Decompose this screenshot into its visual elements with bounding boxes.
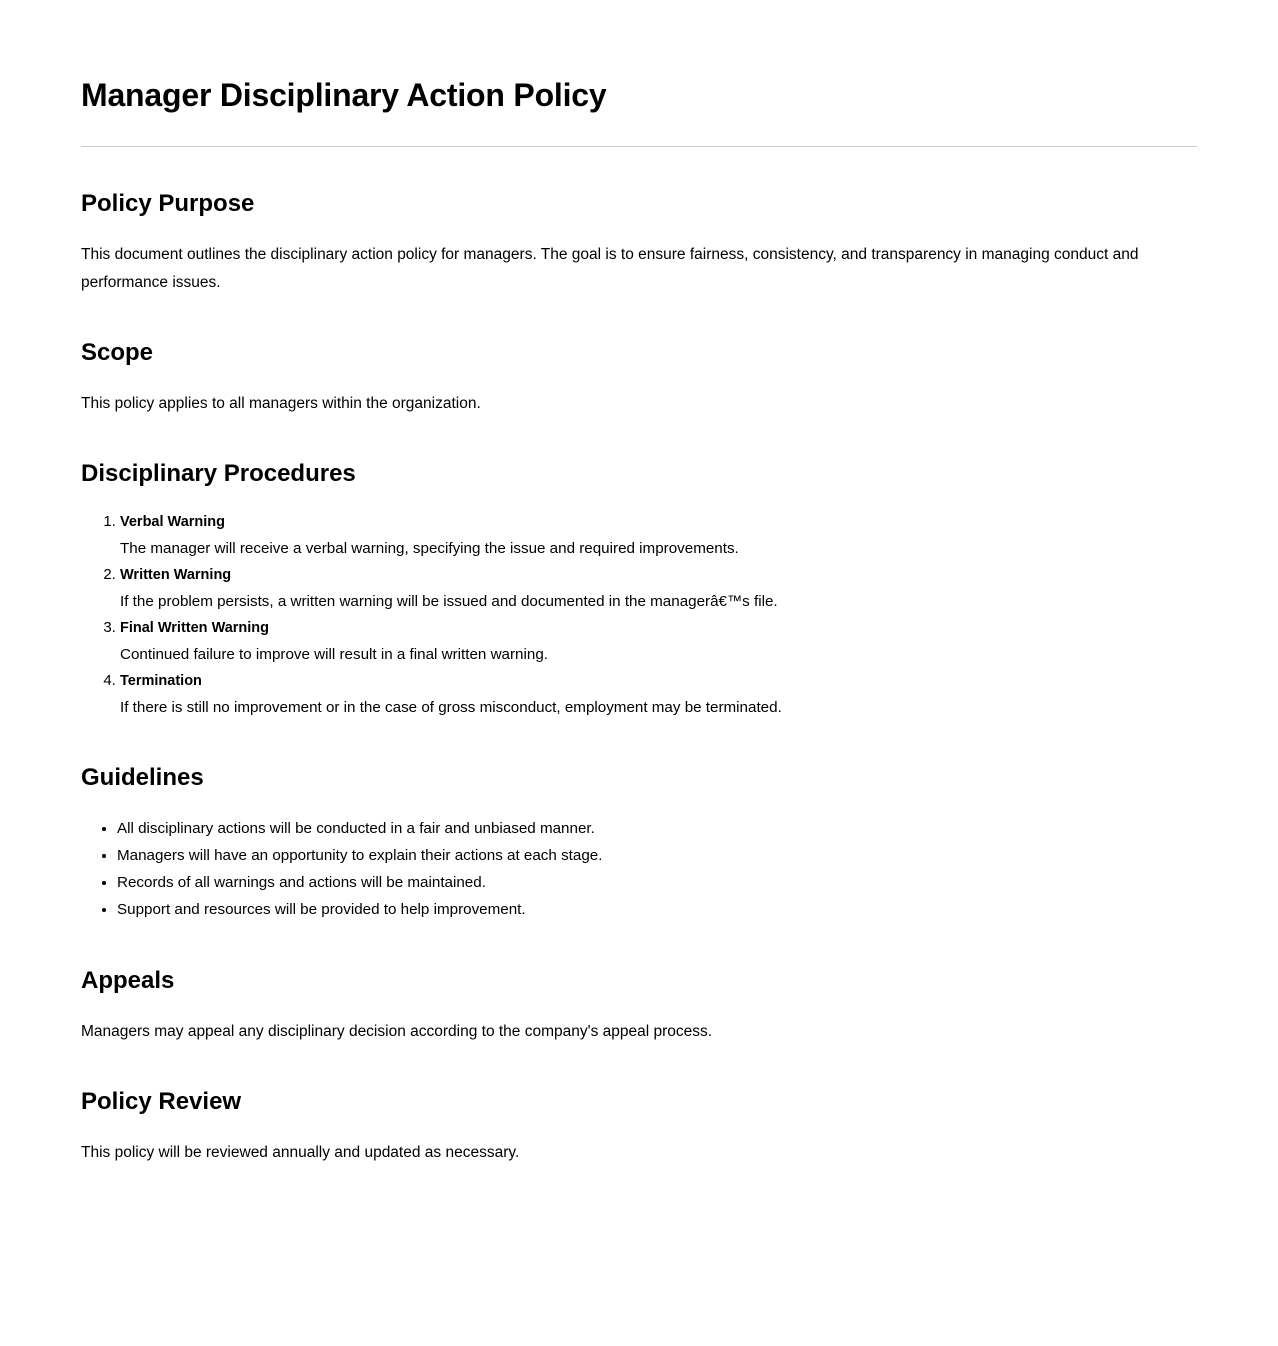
section-scope (81, 338, 1197, 417)
title-divider (81, 146, 1197, 147)
section-paragraph-policy-purpose: This document outlines the disciplinary action policy for managers. The goal is to ensure fairness, consistency, and transparency in managing conduct and performance issues. (81, 246, 1139, 291)
procedure-step-description: If there is still no improvement or in the case of gross misconduct, employment may be terminated. (120, 699, 782, 717)
list-item (120, 509, 1197, 562)
guidelines-list (81, 815, 1197, 923)
section-disciplinary-procedures (81, 459, 1197, 722)
procedure-step-title: 1. Verbal Warning (120, 513, 226, 530)
section-paragraph-appeals: Managers may appeal any disciplinary decision according to the company's appeal process. (81, 1022, 713, 1040)
section-guidelines (81, 763, 1197, 923)
list-item: • Support and resources will be provided to help improvement. (117, 896, 1197, 923)
section-heading-appeals: Appeals (81, 966, 175, 994)
section-heading-guidelines: Guidelines (81, 764, 204, 792)
bottom-spacer (81, 1166, 1197, 1346)
section-heading-policy-purpose: Policy Purpose (81, 190, 255, 218)
section-heading-scope: Scope (81, 338, 154, 366)
procedure-step-title: 2. Written Warning (120, 566, 232, 583)
list-item (120, 562, 1197, 615)
section-heading-disciplinary-procedures: Disciplinary Procedures (81, 459, 356, 487)
procedure-step-description: Continued failure to improve will result in a final written warning. (120, 646, 548, 664)
list-item (120, 615, 1197, 668)
section-paragraph-scope: This policy applies to all managers within the organization. (81, 394, 481, 412)
section-policy-purpose (81, 189, 1197, 295)
procedure-step-description: The manager will receive a verbal warning, specifying the issue and required improvements. (120, 539, 739, 557)
procedure-step-description: If the problem persists, a written warning will be issued and documented in the managerâ€™s file. (120, 593, 778, 610)
procedure-step-title: 4. Termination (120, 673, 202, 690)
page-title: Manager Disciplinary Action Policy (81, 77, 607, 113)
list-item: • All disciplinary actions will be conducted in a fair and unbiased manner. (117, 815, 1197, 842)
list-item: • Managers will have an opportunity to explain their actions at each stage. (117, 842, 1197, 869)
section-heading-policy-review: Policy Review (81, 1087, 242, 1115)
list-item: • Records of all warnings and actions will be maintained. (117, 869, 1197, 896)
section-paragraph-policy-review: This policy will be reviewed annually and updated as necessary. (81, 1143, 520, 1161)
procedure-step-title: 3. Final Written Warning (120, 620, 270, 637)
procedures-list (81, 509, 1197, 722)
section-policy-review (81, 1087, 1197, 1166)
list-item (120, 668, 1197, 721)
section-appeals (81, 966, 1197, 1045)
